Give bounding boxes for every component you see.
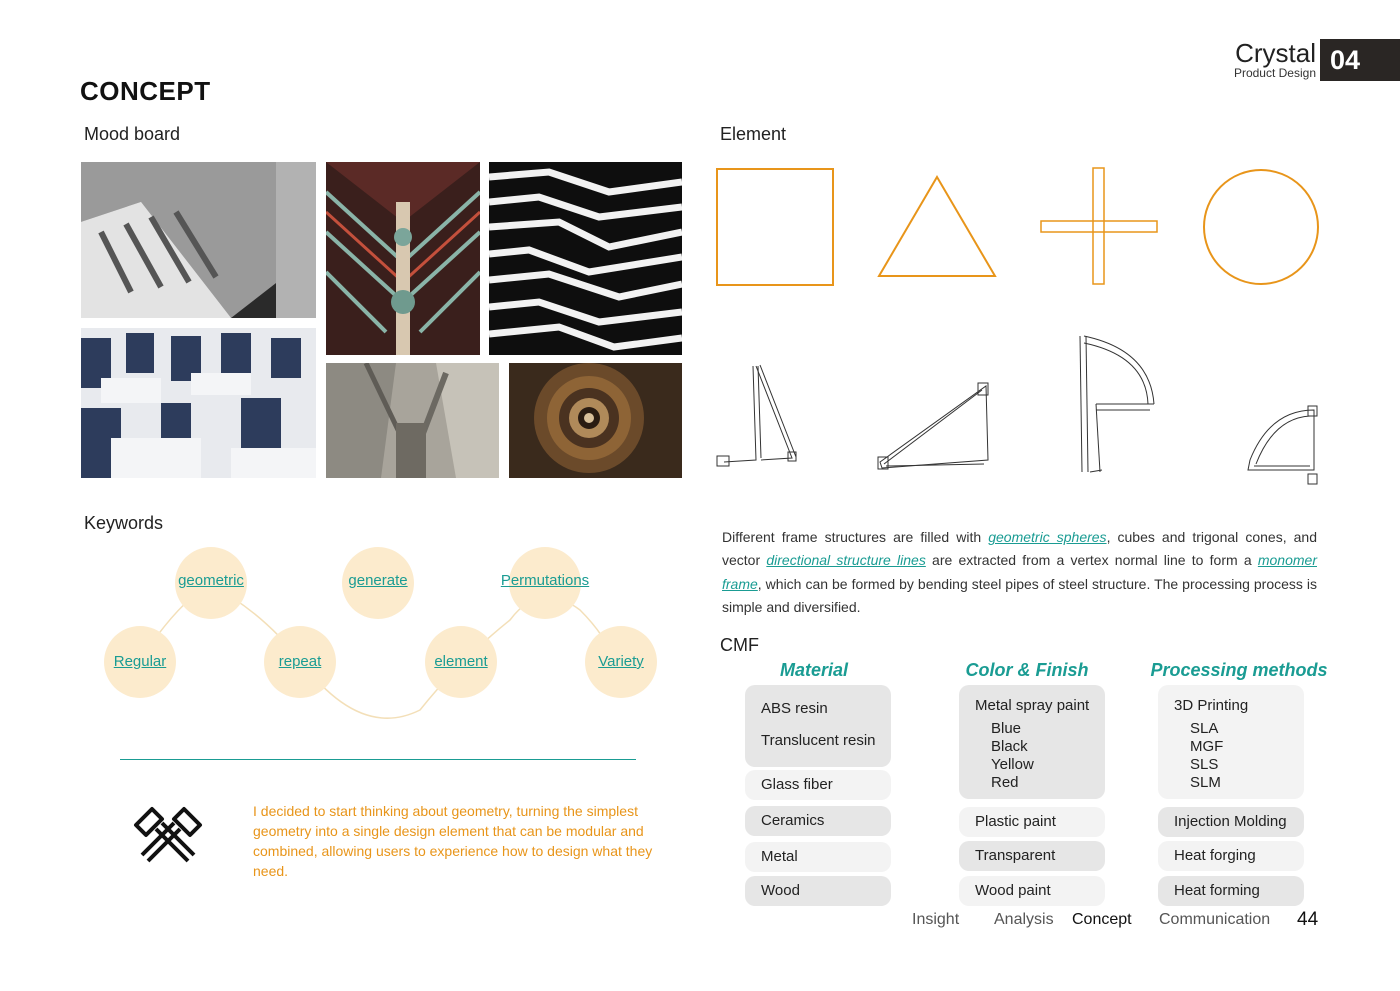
- brand-subtitle: Product Design: [1233, 66, 1316, 80]
- cmf-heading: CMF: [720, 635, 759, 655]
- process-option: SLS: [1190, 756, 1219, 773]
- color-option: Red: [991, 774, 1019, 791]
- divider-line: [120, 759, 636, 760]
- color-option: Black: [991, 738, 1028, 755]
- mood-photo-concrete-interior: [326, 363, 499, 478]
- circle-shape: [1204, 170, 1318, 284]
- color-item-pill[interactable]: Wood paint: [959, 876, 1105, 906]
- keyword-regular[interactable]: Regular: [113, 653, 167, 670]
- wireframe-triangle-flat: [878, 383, 988, 469]
- color-item-pill[interactable]: Transparent: [959, 841, 1105, 871]
- material-group-pill[interactable]: [745, 685, 891, 767]
- mood-photo-memorial-blocks: [81, 328, 316, 478]
- keyword-permutations[interactable]: Permutations: [500, 572, 590, 589]
- color-group-title: Metal spray paint: [975, 697, 1090, 714]
- page-title: CONCEPT: [80, 76, 211, 106]
- material-item-pill[interactable]: Metal: [745, 842, 891, 872]
- brand-name: Crystal: [1235, 38, 1316, 68]
- material-item-pill[interactable]: Ceramics: [745, 806, 891, 836]
- color-option: Yellow: [991, 756, 1034, 773]
- color-option: Blue: [991, 720, 1022, 737]
- cross-shape: [1041, 168, 1157, 284]
- process-option: SLA: [1190, 720, 1219, 737]
- process-item-pill[interactable]: Heat forming: [1158, 876, 1304, 906]
- nav-analysis[interactable]: Analysis: [994, 911, 1054, 928]
- triangle-shape: [879, 177, 995, 276]
- element-heading: Element: [720, 124, 787, 144]
- link-directional-structure-lines[interactable]: directional structure lines: [766, 552, 926, 569]
- crossed-hammers-icon: [130, 805, 206, 867]
- element-description: Different frame structures are filled with geometric spheres, cubes and trigonal cones, and vector directional structure lines are extracted from a vertex normal line to form a monomer frame, which can be formed by bending steel pipes of steel structure. The processing process is simple and diversified.: [722, 529, 1318, 616]
- process-item-pill[interactable]: Heat forging: [1158, 841, 1304, 871]
- chapter-number: 04: [1320, 39, 1400, 81]
- wireframe-quarter-tall: [1080, 336, 1154, 472]
- color-group-pill[interactable]: [959, 685, 1105, 799]
- link-geometric-spheres[interactable]: geometric spheres: [988, 529, 1107, 545]
- process-item-pill[interactable]: Injection Molding: [1158, 807, 1304, 837]
- mood-photo-temple-roof: [326, 162, 480, 355]
- square-shape: [717, 169, 833, 285]
- color-item-pill[interactable]: Plastic paint: [959, 807, 1105, 837]
- mood-board-heading: Mood board: [84, 124, 181, 144]
- keywords-heading: Keywords: [84, 513, 164, 533]
- keyword-variety[interactable]: Variety: [598, 653, 644, 670]
- process-option: MGF: [1190, 738, 1224, 755]
- material-item-pill[interactable]: Glass fiber: [745, 770, 891, 800]
- material-translucent-resin: Translucent resin: [761, 732, 876, 749]
- link-monomer-frame[interactable]: monomer frame: [722, 552, 1317, 592]
- material-item-pill[interactable]: Wood: [745, 876, 891, 906]
- cmf-color-title: Color & Finish: [965, 660, 1089, 680]
- keyword-generate[interactable]: generate: [348, 572, 408, 589]
- mood-photo-spiral-stair: [509, 363, 682, 478]
- process-group-title: 3D Printing: [1174, 697, 1249, 714]
- element-shapes: [710, 160, 1330, 495]
- process-option: SLM: [1190, 774, 1221, 791]
- keyword-repeat[interactable]: repeat: [278, 653, 322, 670]
- cmf-material-title: Material: [779, 660, 849, 680]
- mood-photo-concrete-stairs: [81, 162, 316, 318]
- mood-photo-striped-facade: [489, 162, 682, 355]
- wireframe-quarter-small: [1248, 406, 1317, 484]
- keyword-element[interactable]: element: [434, 653, 488, 670]
- cmf-process-title: Processing methods: [1150, 660, 1328, 680]
- material-abs-resin: ABS resin: [761, 700, 828, 717]
- wireframe-triangle-tall: [717, 365, 796, 466]
- process-group-pill[interactable]: [1158, 685, 1304, 799]
- nav-communication[interactable]: Communication: [1159, 911, 1271, 928]
- keyword-geometric[interactable]: geometric: [178, 572, 244, 589]
- nav-concept[interactable]: Concept: [1072, 911, 1132, 928]
- concept-quote: I decided to start thinking about geometry, turning the simplest geometry into a single design element that can be modular and combined, allowing users to experience how to design what they need.: [253, 803, 653, 879]
- nav-insight[interactable]: Insight: [912, 911, 960, 928]
- page-number: 44: [1297, 909, 1319, 930]
